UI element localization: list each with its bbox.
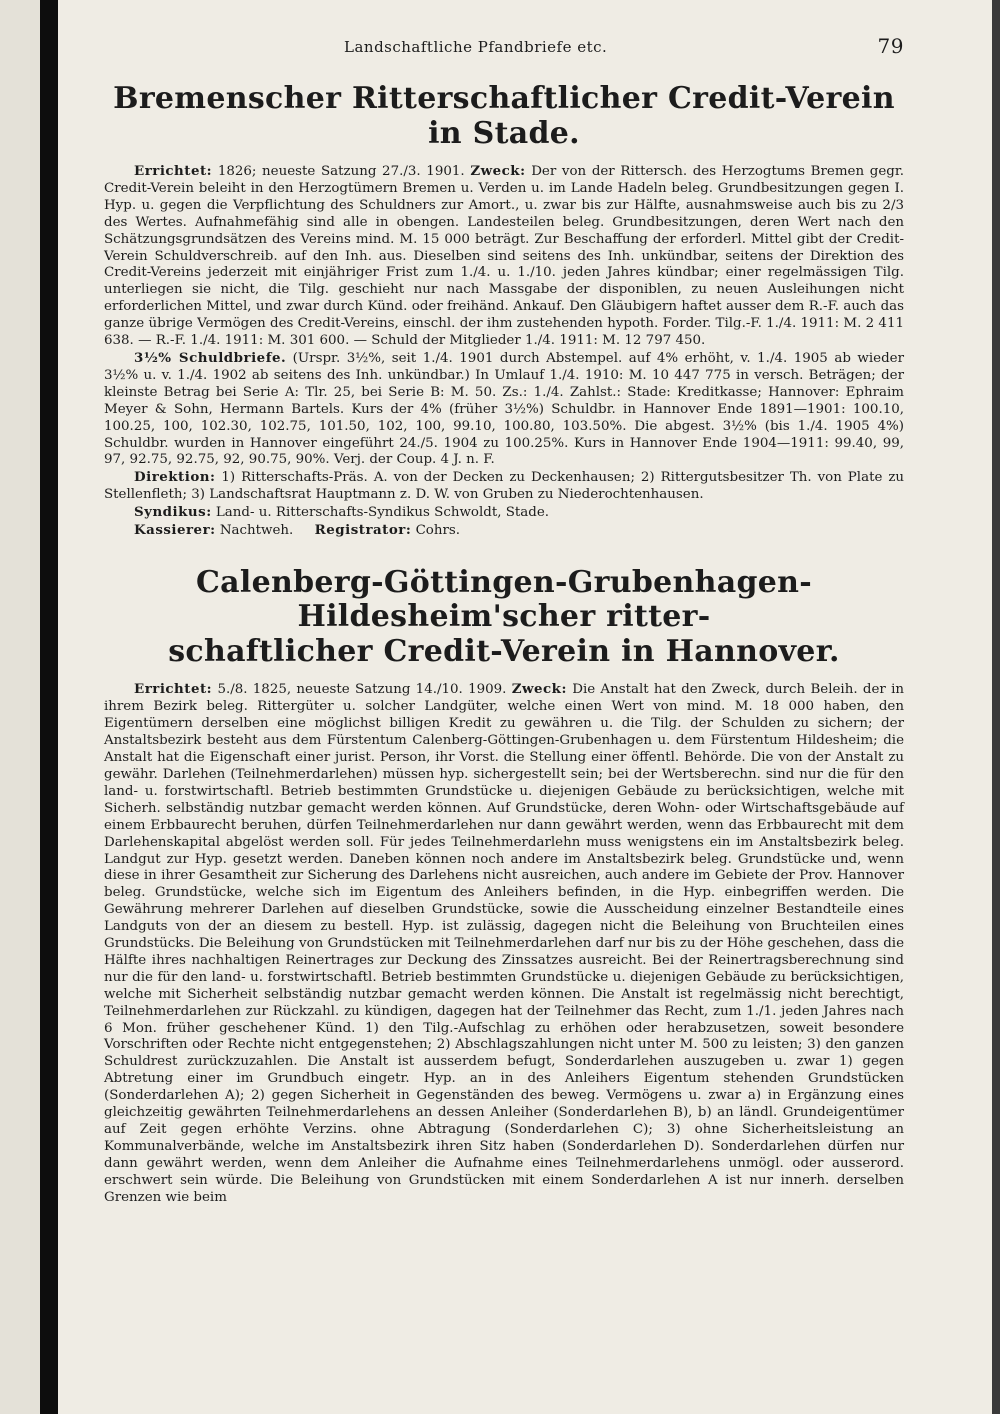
line-kassierer: [104, 522, 904, 540]
paragraph-schuldbriefe: [104, 350, 904, 469]
label-errichtet: Errichtet:: [134, 681, 213, 698]
label-errichtet: Errichtet:: [134, 163, 213, 179]
text-syndikus: Land- u. Ritterschafts-Syndikus Schwoldt, Stade.: [215, 505, 550, 521]
section-title-calenberg-line1: Calenberg-Göttingen-Grubenhagen-Hildesheim'scher ritter-: [195, 564, 813, 635]
label-zweck: Zweck:: [470, 163, 526, 179]
label-direktion: Direktion:: [134, 469, 216, 486]
section-title-calenberg-line2: schaftlicher Credit-Verein in Hannover.: [168, 633, 840, 669]
page-number: 79: [877, 34, 904, 58]
label-schuldbriefe: 3½% Schuldbriefe.: [134, 349, 287, 366]
label-registrator: Registrator:: [314, 522, 412, 539]
label-kassierer: Kassierer:: [134, 522, 216, 539]
text-zweck: Die Anstalt hat den Zweck, durch Beleih. der in ihrem Bezirk beleg. Rittergüter u. solcher Landgüter, welche einen Wert von mind. M. 18 000 haben, den Eigentümern derselben eine möglichst billigen Kredit zu gewähren u. die Tilg. der Schulden zu sichern; der Anstaltsbezirk besteht aus dem Fürstentum Calenberg-Göttingen-Grubenhagen u. dem Fürstentum Hildesheim; die Anstalt hat die Eigenschaft einer jurist. Person, ihr Vorst. die Stellung einer öffentl. Behörde. Die von der Anstalt zu gewähr. Darlehen (Teilnehmerdarlehen) müssen hyp. sichergestellt sein; bei der Wertsberechn. sind nur die für den land- u. forstwirtschaftl. Betrieb bestimmten Grundstücke u. diejenigen Gebäude zu berücksichtigen, welche mit Sicherh. selbständig nutzbar gemacht werden können. Auf Grundstücke, deren Wohn- oder Wirtschaftsgebäude auf einem Erbbaurecht beruhen, dürfen Teilnehmerdarlehen nur dann gewährt werden, wenn das Erbbaurecht mit dem Darlehenskapital abgelöst werden soll. Für jedes Teilnehmerdarlehn muss wenigstens ein im Anstaltsbezirk beleg. Landgut zur Hyp. gesetzt werden. Daneben können noch andere im Anstaltsbezirk beleg. Grundstücke und, wenn diese in ihrer Gesamtheit zur Sicherung des Darlehens nicht ausreichen, auch andere im Gebiete der Prov. Hannover beleg. Grundstücke, welche sich im Eigentum des Anleihers befinden, in die Hyp. einbegriffen werden. Die Gewährung mehrerer Darlehen auf dieselben Grundstücke, sowie die Ausscheidung einzelner Bestandteile eines Landguts von der an diesem zu bestell. Hyp. ist zulässig, dagegen nicht die Beleihung von Bruchteilen eines Grundstücks. Die Beleihung von Grundstücken mit Teilnehmerdarlehen darf nur bis zu der Höhe geschehen, dass die Hälfte ihres nachhaltigen Reinertrages zur Deckung des Zinssatzes ausreicht. Bei der Reinertragsberechnung sind nur die für den land- u. forstwirtschaftl. Betrieb bestimmten Grundstücke u. diejenigen Gebäude zu berücksichtigen, welche mit Sicherheit selbständig nutzbar gemacht werden können. Die Anstalt ist regelmässig nicht berechtigt, Teilnehmerdarlehen zur Rückzahl. zu kündigen, dagegen hat der Teilnehmer das Recht, zum 1./1. jeden Jahres nach 6 Mon. früher geschehener Künd. 1) den Tilg.-Aufschlag zu erhöhen oder herabzusetzen, soweit besondere Vorschriften oder Rechte nicht entgegenstehen; 2) Abschlagszahlungen nicht unter M. 500 zu leisten; 3) den ganzen Schuldrest zurückzuzahlen. Die Anstalt ist ausserdem befugt, Sonderdarlehen auszugeben u. zwar 1) gegen Abtretung einer im Grundbuch eingetr. Hyp. an in des Anleihers Eigentum stehenden Grundstücken (Sonderdarlehen A); 2) gegen Sicherheit in Gegenständen des beweg. Vermögens u. zwar a) in Ergänzung eines gleichzeitig gewährten Teilnehmerdarlehens an dessen Anleiher (Sonderdarlehen B), b) an ländl. Grundeigentümer auf Zeit gegen erhöhte Verzins. ohne Abtragung (Sonderdarlehen C); 3) ohne Sicherheitsleistung an Kommunalverbände, welche im Anstaltsbezirk ihren Sitz haben (Sonderdarlehen D). Sonderdarlehen dürfen nur dann gewährt werden, wenn dem Anleiher die Aufnahme eines Teilnehmerdarlehens unmögl. oder ausserord. erschwert sein würde. Die Beleihung von Grundstücken mit einem Sonderdarlehen A ist nur innerh. derselben Grenzen wie beim: [104, 682, 904, 1205]
label-syndikus: Syndikus:: [134, 504, 212, 521]
text-zweck: Der von der Rittersch. des Herzogtums Bremen gegr. Credit-Verein beleiht in den Herzogtümern Bremen u. Verden u. im Lande Hadeln beleg. Grundbesitzungen gegen I. Hyp. u. gegen die Verpflichtung des Schuldners zur Amort., u. zwar bis zur Hälfte, ausnahmsweise auch bis zu 2/3 des Wertes. Aufnahmefähig sind alle in obengen. Landesteilen beleg. Grundbesitzungen, deren Wert nach den Schätzungsgrundsätzen des Vereins mind. M. 15 000 beträgt. Zur Beschaffung der erforderl. Mittel gibt der Credit-Verein Schuldverschreib. auf den Inh. aus. Dieselben sind seitens des Inh. unkündbar, seitens der Direktion des Credit-Vereins jederzeit mit einjähriger Frist zum 1./4. u. 1./10. jeden Jahres kündbar; einer regelmässigen Tilg. unterliegen sie nicht, die Tilg. geschieht nur nach Massgabe der disponiblen, zu neuen Ausleihungen nicht erforderlichen Mittel, und zwar durch Künd. oder freihänd. Ankauf. Den Gläubigern haftet ausser dem R.-F. auch das ganze übrige Vermögen des Credit-Vereins, einschl. der ihm zustehenden hypoth. Forder. Tilg.-F. 1./4. 1911: M. 2 411 638. — R.-F. 1./4. 1911: M. 301 600. — Schuld der Mitglieder 1./4. 1911: M. 12 797 450.: [104, 164, 905, 349]
text-kassierer: Nachtweh.: [219, 523, 294, 539]
book-spine-shadow: [40, 0, 58, 1414]
running-header: [104, 30, 904, 64]
text-registrator: Cohrs.: [415, 523, 461, 539]
right-page-edge: [992, 0, 1000, 1414]
document-page: [104, 30, 904, 1207]
paragraph-errichtet-zweck-1: [104, 163, 904, 350]
line-syndikus: [104, 504, 904, 522]
text-schuldbriefe: (Urspr. 3½%, seit 1./4. 1901 durch Abstempel. auf 4% erhöht, v. 1./4. 1905 ab wieder 3½% u. v. 1./4. 1902 ab seitens des Inh. unkündbar.) In Umlauf 1./4. 1910: M. 10 447 775 in versch. Beträgen; der kleinste Betrag bei Serie A: Tlr. 25, bei Serie B: M. 50. Zs.: 1./4. Zahlst.: Stade: Kreditkasse; Hannover: Ephraim Meyer & Sohn, Hermann Bartels. Kurs der 4% (früher 3½%) Schuldbr. in Hannover Ende 1891—1901: 100.10, 100.25, 100, 102.30, 102.75, 101.50, 102, 100, 99.10, 100.80, 103.50%. Die abgest. 3½% (bis 1./4. 1905 4%) Schuldbr. wurden in Hannover eingeführt 24./5. 1904 zu 100.25%. Kurs in Hannover Ende 1904—1911: 99.40, 99, 97, 92.75, 92.75, 92, 90.75, 90%. Verj. der Coup. 4 J. n. F.: [104, 350, 904, 468]
paragraph-direktion: [104, 469, 904, 504]
paragraph-errichtet-zweck-2: [104, 681, 904, 1206]
section-title-bremen: Bremenscher Ritterschaftlicher Credit-Verein in Stade.: [113, 81, 895, 151]
text-errichtet: 5./8. 1825, neueste Satzung 14./10. 1909.: [217, 682, 507, 698]
left-margin-fragment: [0, 0, 40, 1414]
label-zweck: Zweck:: [511, 681, 567, 698]
text-direktion: 1) Ritterschafts-Präs. A. von der Decken zu Deckenhausen; 2) Rittergutsbesitzer Th. von Plate zu Stellenfleth; 3) Landschaftsrat Hauptmann z. D. W. von Gruben zu Niederochtenhausen.: [104, 470, 904, 503]
running-title: Landschaftliche Pfandbriefe etc.: [344, 38, 608, 56]
section-title-calenberg: [104, 566, 904, 670]
text-errichtet: 1826; neueste Satzung 27./3. 1901.: [217, 164, 465, 179]
